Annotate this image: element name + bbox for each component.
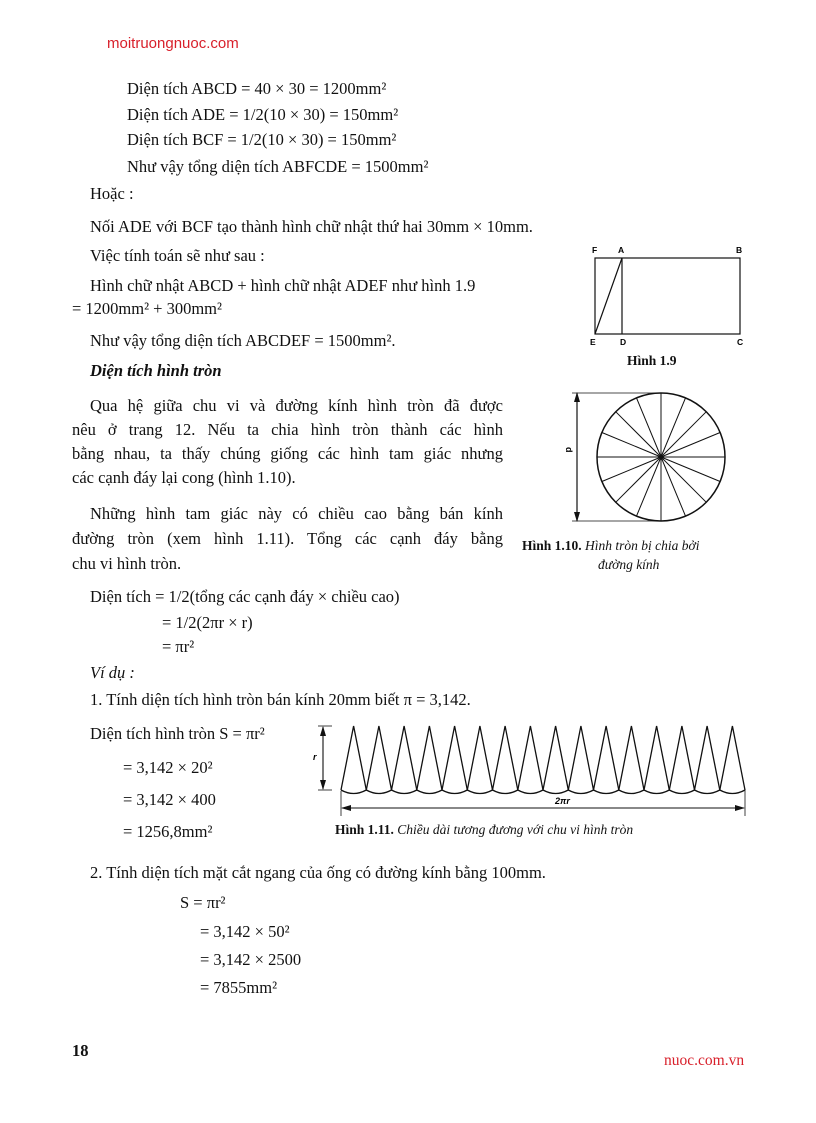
fig111-label-r: r <box>313 752 317 762</box>
fig111-triangle <box>720 726 745 794</box>
example2-line-1: S = πr² <box>180 893 226 912</box>
area-line-bcf: Diện tích BCF = 1/2(10 × 30) = 150mm² <box>127 130 397 149</box>
formula-line-1: Diện tích = 1/2(tổng các cạnh đáy × chiều cao) <box>90 587 400 606</box>
fig111-triangle <box>669 726 694 794</box>
fig111-triangle <box>594 726 619 794</box>
vidu-label: Ví dụ : <box>90 663 135 682</box>
watermark-top: moitruongnuoc.com <box>107 35 239 52</box>
hoac-text: Hoặc : <box>90 184 134 203</box>
fig110-spoke <box>661 412 706 457</box>
fig111-triangle <box>568 726 593 794</box>
section-title: Diện tích hình tròn <box>90 361 222 380</box>
example2-line-4: = 7855mm² <box>200 978 278 997</box>
example1-line-3: = 3,142 × 400 <box>123 790 216 809</box>
fig111-arrow-left <box>341 805 351 811</box>
example2-line-3: = 3,142 × 2500 <box>200 950 302 969</box>
fig110-spoke <box>616 412 661 457</box>
fig110-caption-line-2: đường kính <box>598 557 660 572</box>
fig110-spokes <box>597 393 725 521</box>
fig111-arrow-right <box>735 805 745 811</box>
fig19-label-c: C <box>737 337 744 347</box>
example2-line-2: = 3,142 × 50² <box>200 922 290 941</box>
fig110-caption-line-1 <box>522 538 700 554</box>
fig110-arrow-top <box>574 392 580 402</box>
area-line-ade: Diện tích ADE = 1/2(10 × 30) = 150mm² <box>127 105 399 124</box>
fig19-label-f: F <box>592 245 598 255</box>
example1-line-1: Diện tích hình tròn S = πr² <box>90 724 265 743</box>
para2-line-3: chu vi hình tròn. <box>72 554 182 573</box>
figure-1-10 <box>560 388 760 528</box>
fig111-triangle <box>442 726 467 794</box>
fig111-triangle <box>467 726 492 794</box>
para1-line-2: nêu ở trang 12. Nếu ta chia hình tròn thành các hình <box>72 420 503 439</box>
fig111-caption-text: Chiều dài tương đương với chu vi hình tròn <box>397 822 634 837</box>
para1-line-3: bằng nhau, ta thấy chúng giống các hình tam giác nhưng <box>72 444 503 463</box>
example1-line-2: = 3,142 × 20² <box>123 758 213 777</box>
page-number: 18 <box>72 1041 89 1060</box>
hcn-line-2: = 1200mm² + 300mm² <box>72 299 222 318</box>
viec-tinh-text: Việc tính toán sẽ như sau : <box>90 246 265 265</box>
fig111-triangle <box>518 726 543 794</box>
fig111-triangle <box>392 726 417 794</box>
fig111-triangle <box>341 726 366 794</box>
para2-line-2: đường tròn (xem hình 1.11). Tổng các cạnh đáy bằng <box>72 529 503 548</box>
fig19-label-b: B <box>736 245 743 255</box>
fig19-diagonal-ae <box>595 258 622 334</box>
formula-line-3: = πr² <box>162 637 195 656</box>
para1-line-1: Qua hệ giữa chu vi và đường kính hình tròn đã được <box>90 396 503 415</box>
fig111-triangles <box>341 726 745 794</box>
fig111-caption <box>335 822 633 838</box>
fig111-triangle <box>644 726 669 794</box>
fig111-triangle <box>695 726 720 794</box>
fig110-caption-num: Hình 1.10. <box>522 538 582 553</box>
fig111-triangle <box>493 726 518 794</box>
fig111-triangle <box>543 726 568 794</box>
noi-ade-text: Nối ADE với BCF tạo thành hình chữ nhật thứ hai 30mm × 10mm. <box>90 217 533 236</box>
watermark-bottom: nuoc.com.vn <box>664 1052 745 1069</box>
fig110-spoke <box>616 457 661 502</box>
example1-line-4: = 1256,8mm² <box>123 822 213 841</box>
fig19-caption: Hình 1.9 <box>627 353 677 368</box>
figure-1-9 <box>585 244 750 349</box>
fig110-spoke <box>661 457 706 502</box>
fig110-caption-text: Hình tròn bị chia bởi <box>585 538 700 553</box>
example2-title: 2. Tính diện tích mặt cắt ngang của ống có đường kính bằng 100mm. <box>90 863 546 882</box>
area-line-abcd: Diện tích ABCD = 40 × 30 = 1200mm² <box>127 79 387 98</box>
fig19-rectangle <box>595 258 740 334</box>
fig19-label-a: A <box>618 245 625 255</box>
para2-line-1: Những hình tam giác này có chiều cao bằng bán kính <box>90 504 503 523</box>
fig110-arrow-bottom <box>574 512 580 522</box>
fig111-caption-num: Hình 1.11. <box>335 822 394 837</box>
hcn-line-1: Hình chữ nhật ABCD + hình chữ nhật ADEF như hình 1.9 <box>90 276 476 295</box>
fig19-label-e: E <box>590 337 596 347</box>
fig19-label-d: D <box>620 337 627 347</box>
example1-title: 1. Tính diện tích hình tròn bán kính 20mm biết π = 3,142. <box>90 690 471 709</box>
fig110-label-d: d <box>564 447 574 453</box>
fig111-triangle <box>619 726 644 794</box>
fig111-label-2pir: 2πr <box>555 796 570 806</box>
fig111-triangle <box>366 726 391 794</box>
para1-line-4: các cạnh đáy lại cong (hình 1.10). <box>72 468 296 487</box>
total-line: Như vậy tổng diện tích ABCDEF = 1500mm². <box>90 331 396 350</box>
area-line-total: Như vậy tổng diện tích ABFCDE = 1500mm² <box>127 157 429 176</box>
fig111-arrow-top <box>320 726 326 736</box>
fig111-triangle <box>417 726 442 794</box>
formula-line-2: = 1/2(2πr × r) <box>162 613 253 632</box>
figure-1-11 <box>310 720 760 820</box>
fig111-arrow-bottom <box>320 780 326 790</box>
